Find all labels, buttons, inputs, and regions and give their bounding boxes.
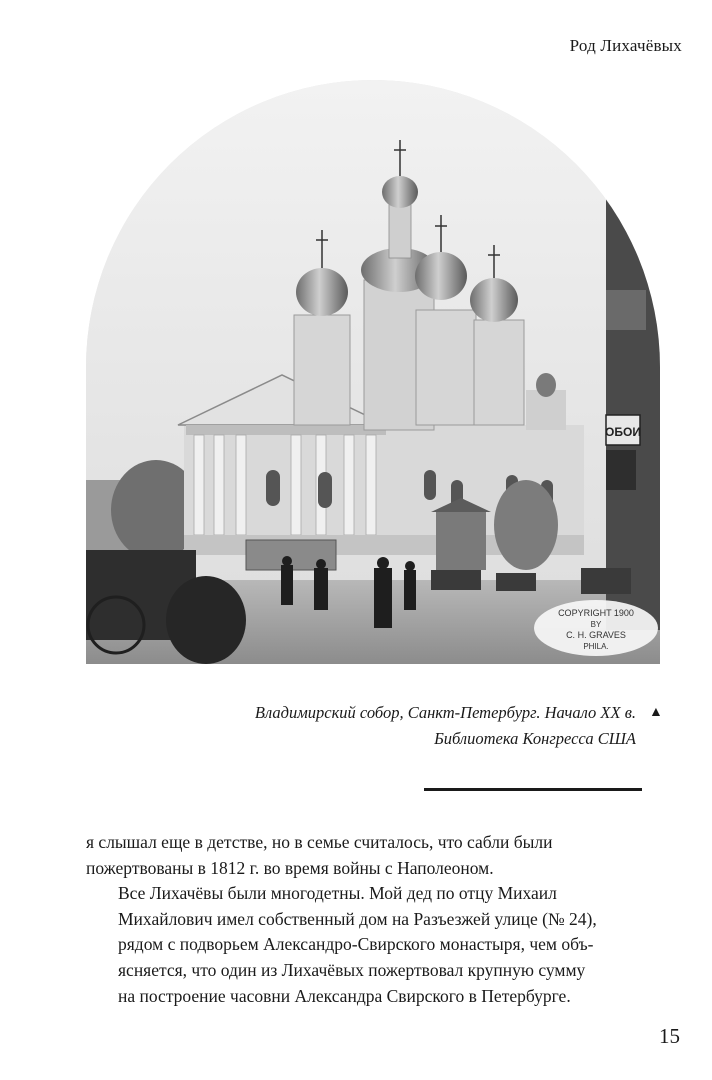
text-line: рядом с подворьем Александро-Свирского монастыря, чем объ-	[118, 934, 594, 955]
copyright-stamp	[534, 600, 658, 656]
caption-arrow-icon: ▲	[649, 705, 663, 720]
running-head: Род Лихачёвых	[569, 36, 682, 55]
svg-text:COPYRIGHT 1900: COPYRIGHT 1900	[558, 608, 634, 618]
paragraph-1	[86, 830, 642, 881]
text-line: Михайлович имел собственный дом на Разъезжей улице (№ 24),	[118, 908, 597, 929]
photo-caption	[255, 700, 636, 752]
text-line: пожертвованы в 1812 г. во время войны с Наполеоном.	[86, 857, 494, 878]
cathedral-photo	[86, 80, 660, 664]
caption-line-source: Библиотека Конгресса США	[434, 729, 636, 748]
paragraph-2	[86, 881, 642, 1009]
text-line: на построение часовни Александра Свирского в Петербурге.	[118, 985, 571, 1006]
svg-text:C. H. GRAVES: C. H. GRAVES	[566, 630, 626, 640]
cathedral-photo-illustration	[86, 80, 660, 664]
svg-text:PHILA.: PHILA.	[583, 642, 609, 651]
body-text	[86, 830, 642, 1009]
text-line: я слышал еще в детстве, но в семье считалось, что сабли были	[86, 832, 553, 852]
text-line: Все Лихачёвы были многодетны. Мой дед по отцу Михаил	[118, 883, 557, 904]
shop-sign: ОБОИ	[605, 425, 641, 439]
page-number: 15	[659, 1024, 680, 1048]
svg-text:BY: BY	[590, 620, 602, 629]
caption-line-title: Владимирский собор, Санкт-Петербург. Начало XX в.	[254, 703, 636, 722]
text-line: ясняется, что один из Лихачёвых пожертвовал крупную сумму	[118, 959, 586, 980]
section-divider	[424, 788, 642, 791]
